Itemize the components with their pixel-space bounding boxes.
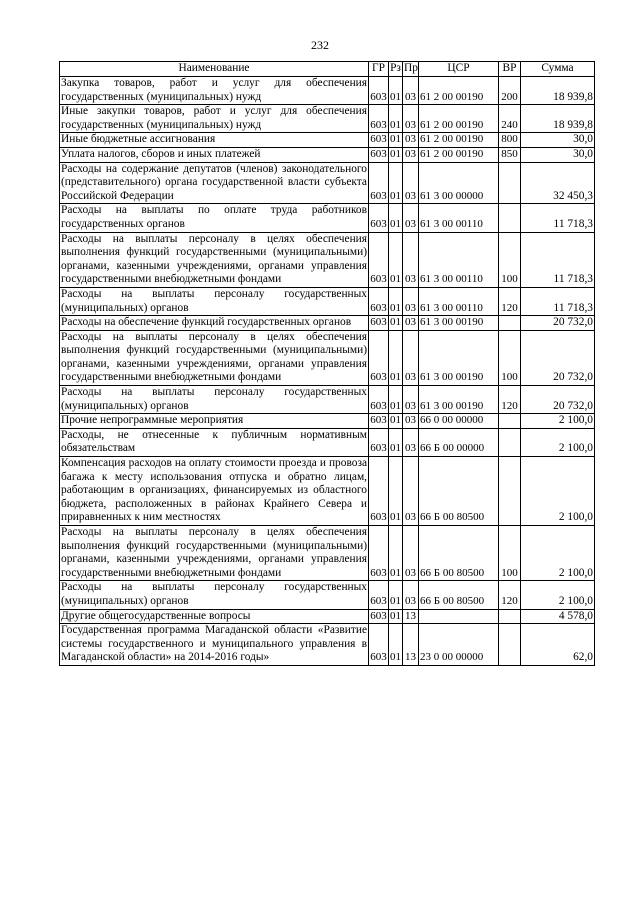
row-vr-cell: 120 bbox=[499, 287, 521, 315]
row-csr-cell: 61 2 00 00190 bbox=[419, 147, 499, 162]
row-rz-cell: 01 bbox=[389, 414, 403, 429]
table-row bbox=[60, 204, 595, 232]
row-pr-cell: 03 bbox=[403, 147, 419, 162]
row-csr-cell: 61 2 00 00190 bbox=[419, 77, 499, 105]
row-rz-cell: 01 bbox=[389, 162, 403, 204]
row-sum-cell: 11 718,3 bbox=[521, 232, 595, 287]
row-name-cell: Расходы на выплаты персоналу государственных (муниципальных) органов bbox=[60, 581, 369, 609]
header-rz: Рз bbox=[389, 62, 403, 77]
row-gr-cell: 603 bbox=[369, 624, 389, 666]
table-row bbox=[60, 330, 595, 385]
row-vr-cell bbox=[499, 428, 521, 456]
row-rz-cell: 01 bbox=[389, 457, 403, 526]
row-csr-cell: 61 3 00 00110 bbox=[419, 204, 499, 232]
row-sum-cell: 18 939,8 bbox=[521, 105, 595, 133]
row-csr-cell: 66 Б 00 80500 bbox=[419, 526, 499, 581]
row-gr-cell: 603 bbox=[369, 204, 389, 232]
row-vr-cell bbox=[499, 414, 521, 429]
row-vr-cell: 100 bbox=[499, 232, 521, 287]
table-header bbox=[60, 62, 595, 77]
row-rz-cell: 01 bbox=[389, 133, 403, 148]
row-pr-cell: 13 bbox=[403, 624, 419, 666]
row-vr-cell bbox=[499, 204, 521, 232]
row-csr-cell: 61 3 00 00190 bbox=[419, 330, 499, 385]
row-gr-cell: 603 bbox=[369, 526, 389, 581]
row-sum-cell: 2 100,0 bbox=[521, 414, 595, 429]
row-gr-cell: 603 bbox=[369, 147, 389, 162]
header-sum: Сумма bbox=[521, 62, 595, 77]
row-csr-cell: 61 3 00 00190 bbox=[419, 386, 499, 414]
row-sum-cell: 20 732,0 bbox=[521, 386, 595, 414]
table-row bbox=[60, 105, 595, 133]
row-name-cell: Государственная программа Магаданской области «Развитие системы государственного и муниципального управления в Магаданской области» на 2014-2016 годы» bbox=[60, 624, 369, 666]
header-vr: ВР bbox=[499, 62, 521, 77]
row-sum-cell: 2 100,0 bbox=[521, 581, 595, 609]
row-pr-cell: 03 bbox=[403, 316, 419, 331]
row-sum-cell: 2 100,0 bbox=[521, 428, 595, 456]
row-rz-cell: 01 bbox=[389, 105, 403, 133]
row-gr-cell: 603 bbox=[369, 77, 389, 105]
row-csr-cell: 61 3 00 00110 bbox=[419, 287, 499, 315]
table-row bbox=[60, 428, 595, 456]
row-csr-cell: 66 Б 00 00000 bbox=[419, 428, 499, 456]
row-sum-cell: 4 578,0 bbox=[521, 609, 595, 624]
table-row bbox=[60, 162, 595, 204]
table-row bbox=[60, 147, 595, 162]
row-name-cell: Другие общегосударственные вопросы bbox=[60, 609, 369, 624]
row-rz-cell: 01 bbox=[389, 204, 403, 232]
row-sum-cell: 30,0 bbox=[521, 133, 595, 148]
row-sum-cell: 2 100,0 bbox=[521, 457, 595, 526]
budget-table bbox=[59, 61, 595, 666]
row-vr-cell: 100 bbox=[499, 330, 521, 385]
table-row bbox=[60, 77, 595, 105]
row-csr-cell: 61 3 00 00110 bbox=[419, 232, 499, 287]
row-gr-cell: 603 bbox=[369, 609, 389, 624]
row-vr-cell bbox=[499, 457, 521, 526]
row-pr-cell: 03 bbox=[403, 526, 419, 581]
row-pr-cell: 03 bbox=[403, 105, 419, 133]
row-pr-cell: 03 bbox=[403, 204, 419, 232]
row-name-cell: Расходы на выплаты персоналу государственных (муниципальных) органов bbox=[60, 287, 369, 315]
row-pr-cell: 03 bbox=[403, 232, 419, 287]
row-sum-cell: 62,0 bbox=[521, 624, 595, 666]
row-csr-cell bbox=[419, 609, 499, 624]
row-pr-cell: 03 bbox=[403, 162, 419, 204]
row-name-cell: Расходы на выплаты персоналу в целях обеспечения выполнения функций государственными (муниципальными) органами, казенными учреждениями, органами управления государственными внебюджетными фондами bbox=[60, 526, 369, 581]
row-vr-cell bbox=[499, 624, 521, 666]
table-row bbox=[60, 232, 595, 287]
row-vr-cell: 200 bbox=[499, 77, 521, 105]
row-gr-cell: 603 bbox=[369, 428, 389, 456]
row-csr-cell: 66 Б 00 80500 bbox=[419, 581, 499, 609]
header-csr: ЦСР bbox=[419, 62, 499, 77]
row-vr-cell: 850 bbox=[499, 147, 521, 162]
row-name-cell: Закупка товаров, работ и услуг для обеспечения государственных (муниципальных) нужд bbox=[60, 77, 369, 105]
row-gr-cell: 603 bbox=[369, 105, 389, 133]
row-vr-cell bbox=[499, 162, 521, 204]
row-vr-cell: 120 bbox=[499, 386, 521, 414]
table-row bbox=[60, 133, 595, 148]
row-gr-cell: 603 bbox=[369, 232, 389, 287]
header-pr: Пр bbox=[403, 62, 419, 77]
row-sum-cell: 30,0 bbox=[521, 147, 595, 162]
table-row bbox=[60, 316, 595, 331]
row-name-cell: Компенсация расходов на оплату стоимости проезда и провоза багажа к месту использования отпуска и обратно лицам, работающим в организациях, финансируемых из областного бюджета, расположенных в районах Крайнего Севера и приравненных к ним местностях bbox=[60, 457, 369, 526]
row-rz-cell: 01 bbox=[389, 386, 403, 414]
row-csr-cell: 66 Б 00 80500 bbox=[419, 457, 499, 526]
row-csr-cell: 66 0 00 00000 bbox=[419, 414, 499, 429]
row-csr-cell: 61 2 00 00190 bbox=[419, 133, 499, 148]
row-name-cell: Расходы на обеспечение функций государственных органов bbox=[60, 316, 369, 331]
row-vr-cell bbox=[499, 316, 521, 331]
table-row bbox=[60, 457, 595, 526]
row-gr-cell: 603 bbox=[369, 330, 389, 385]
header-name: Наименование bbox=[60, 62, 369, 77]
row-name-cell: Расходы на выплаты персоналу государственных (муниципальных) органов bbox=[60, 386, 369, 414]
row-pr-cell: 03 bbox=[403, 428, 419, 456]
row-sum-cell: 32 450,3 bbox=[521, 162, 595, 204]
row-vr-cell: 120 bbox=[499, 581, 521, 609]
row-sum-cell: 20 732,0 bbox=[521, 316, 595, 331]
row-csr-cell: 61 3 00 00190 bbox=[419, 316, 499, 331]
row-sum-cell: 20 732,0 bbox=[521, 330, 595, 385]
row-rz-cell: 01 bbox=[389, 316, 403, 331]
header-gr: ГР bbox=[369, 62, 389, 77]
row-vr-cell bbox=[499, 609, 521, 624]
row-sum-cell: 11 718,3 bbox=[521, 204, 595, 232]
row-pr-cell: 03 bbox=[403, 414, 419, 429]
row-gr-cell: 603 bbox=[369, 457, 389, 526]
row-name-cell: Расходы на содержание депутатов (членов) законодательного (представительного) органа государственной власти субъекта Российской Федерации bbox=[60, 162, 369, 204]
table-row bbox=[60, 414, 595, 429]
table-row bbox=[60, 287, 595, 315]
row-rz-cell: 01 bbox=[389, 330, 403, 385]
row-pr-cell: 03 bbox=[403, 581, 419, 609]
row-pr-cell: 03 bbox=[403, 457, 419, 526]
row-gr-cell: 603 bbox=[369, 287, 389, 315]
row-rz-cell: 01 bbox=[389, 147, 403, 162]
row-name-cell: Расходы на выплаты персоналу в целях обеспечения выполнения функций государственными (муниципальными) органами, казенными учреждениями, органами управления государственными внебюджетными фондами bbox=[60, 232, 369, 287]
row-rz-cell: 01 bbox=[389, 581, 403, 609]
table-row bbox=[60, 581, 595, 609]
row-name-cell: Расходы на выплаты персоналу в целях обеспечения выполнения функций государственными (муниципальными) органами, казенными учреждениями, органами управления государственными внебюджетными фондами bbox=[60, 330, 369, 385]
row-gr-cell: 603 bbox=[369, 162, 389, 204]
row-vr-cell: 240 bbox=[499, 105, 521, 133]
row-sum-cell: 18 939,8 bbox=[521, 77, 595, 105]
table-row bbox=[60, 609, 595, 624]
row-gr-cell: 603 bbox=[369, 414, 389, 429]
row-gr-cell: 603 bbox=[369, 581, 389, 609]
row-rz-cell: 01 bbox=[389, 428, 403, 456]
row-csr-cell: 23 0 00 00000 bbox=[419, 624, 499, 666]
row-name-cell: Расходы, не отнесенные к публичным нормативным обязательствам bbox=[60, 428, 369, 456]
header-row bbox=[60, 62, 595, 77]
page-number: 232 bbox=[311, 38, 329, 52]
row-pr-cell: 03 bbox=[403, 77, 419, 105]
table-row bbox=[60, 526, 595, 581]
row-vr-cell: 100 bbox=[499, 526, 521, 581]
row-sum-cell: 11 718,3 bbox=[521, 287, 595, 315]
row-pr-cell: 13 bbox=[403, 609, 419, 624]
row-csr-cell: 61 2 00 00190 bbox=[419, 105, 499, 133]
row-rz-cell: 01 bbox=[389, 526, 403, 581]
row-name-cell: Иные бюджетные ассигнования bbox=[60, 133, 369, 148]
row-pr-cell: 03 bbox=[403, 330, 419, 385]
row-pr-cell: 03 bbox=[403, 287, 419, 315]
row-name-cell: Прочие непрограммные мероприятия bbox=[60, 414, 369, 429]
row-rz-cell: 01 bbox=[389, 609, 403, 624]
row-name-cell: Иные закупки товаров, работ и услуг для обеспечения государственных (муниципальных) нужд bbox=[60, 105, 369, 133]
row-gr-cell: 603 bbox=[369, 316, 389, 331]
row-csr-cell: 61 3 00 00000 bbox=[419, 162, 499, 204]
row-pr-cell: 03 bbox=[403, 133, 419, 148]
row-rz-cell: 01 bbox=[389, 232, 403, 287]
row-name-cell: Уплата налогов, сборов и иных платежей bbox=[60, 147, 369, 162]
row-vr-cell: 800 bbox=[499, 133, 521, 148]
row-name-cell: Расходы на выплаты по оплате труда работников государственных органов bbox=[60, 204, 369, 232]
row-rz-cell: 01 bbox=[389, 77, 403, 105]
table-row bbox=[60, 624, 595, 666]
row-rz-cell: 01 bbox=[389, 624, 403, 666]
table-body bbox=[60, 77, 595, 666]
row-gr-cell: 603 bbox=[369, 386, 389, 414]
table-row bbox=[60, 386, 595, 414]
row-gr-cell: 603 bbox=[369, 133, 389, 148]
row-pr-cell: 03 bbox=[403, 386, 419, 414]
row-rz-cell: 01 bbox=[389, 287, 403, 315]
row-sum-cell: 2 100,0 bbox=[521, 526, 595, 581]
